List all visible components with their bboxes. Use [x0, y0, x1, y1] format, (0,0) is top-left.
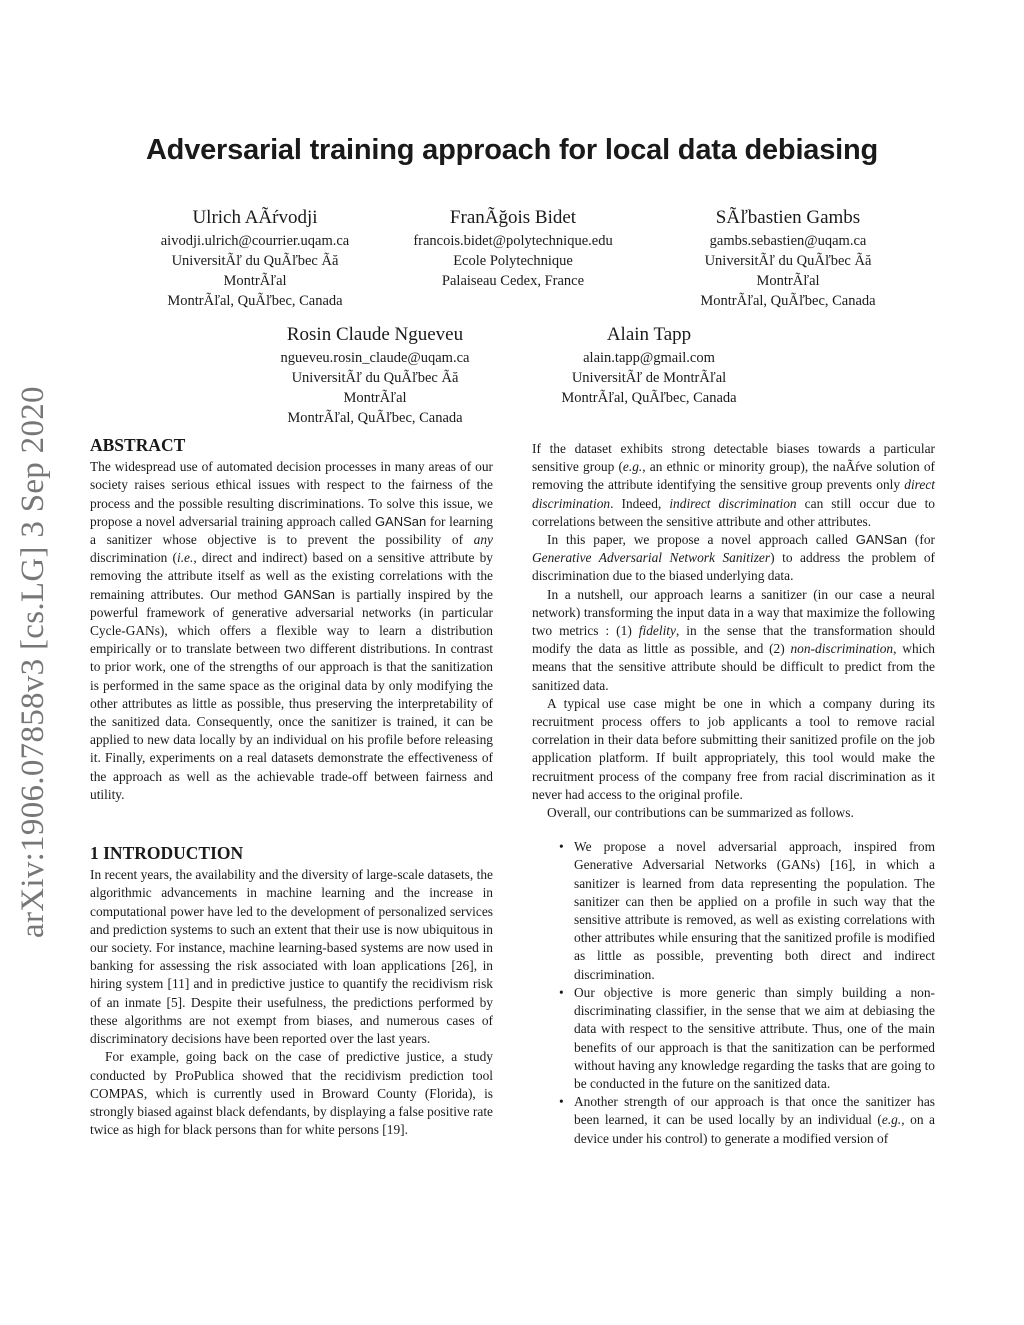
body-paragraph: If the dataset exhibits strong detectable biases towards a particular sensitive group (e.g., an ethnic or minority group), the naÃŕve solution of removing the attribute identifying the sensitive group prevents only direct discrimination. Indeed, indirect discrimination can still occur due to correlations between the sensitive attribute and other attributes.	[532, 441, 935, 529]
author-affiliation: MontrÃľal	[223, 273, 287, 289]
author-affiliation: MontrÃľal, QuÃľbec, Canada	[700, 293, 876, 309]
list-item: • Another strength of our approach is that once the sanitizer has been learned, it can be used locally by an individual (e.g., on a device under his control) to generate a modified version of	[532, 1093, 935, 1148]
author-email: gambs.sebastien@uqam.ca	[709, 233, 867, 249]
author-affiliation: MontrÃľal, QuÃľbec, Canada	[167, 293, 343, 309]
abstract-heading: ABSTRACT	[90, 435, 186, 455]
author-affiliation: UniversitÃľ du QuÃľbec Ãă	[291, 370, 459, 386]
abstract-text: The widespread use of automated decision processes in many areas of our society raises serious ethical issues with respect to the fairness of the process and the possible resulting discriminations. To solve this issue, we propose a novel adversarial training approach called GANSan for learning a sanitizer whose objective is to prevent the possibility of any discrimination (i.e., direct and indirect) based on a sensitive attribute by removing the attribute itself as well as the existing correlations with the remaining attributes. Our method GANSan is partially inspired by the powerful framework of generative adversarial networks (in particular Cycle-GANs), which offers a flexible way to learn a distribution empirically or to translate between two different distributions. In contrast to prior work, one of the strengths of our approach is that the sanitization is performed in the same space as the original data by only modifying the other attributes as little as possible, thus preserving the interpretability of the sanitized data. Consequently, once the sanitizer is trained, it can be applied to new data locally by an individual on his profile before releasing it. Finally, experiments on a real datasets demonstrate the effectiveness of the approach as well as the achievable trade-off between fairness and utility.	[90, 459, 493, 802]
author-block	[363, 205, 663, 291]
author-affiliation: UniversitÃľ de MontrÃľal	[571, 370, 727, 386]
list-item: • We propose a novel adversarial approach, inspired from Generative Adversarial Networks (GANs) [16], in which a sanitizer is learned from data representing the population. The sanitizer can then be applied on a profile in such way that the sensitive attribute is removed, as well as existing correlations with other attributes while ensuring that the sanitized profile is modified as little as possible, preventing both direct and indirect discrimination.	[532, 838, 935, 984]
contributions-list	[532, 838, 935, 1147]
author-affiliation: MontrÃľal	[756, 273, 820, 289]
author-email: aivodji.ulrich@courrier.uqam.ca	[160, 233, 350, 249]
author-name: Rosin Claude Ngueveu	[286, 324, 464, 345]
author-affiliation: Palaiseau Cedex, France	[441, 273, 585, 289]
author-block	[105, 205, 405, 311]
author-name: Alain Tapp	[606, 324, 692, 345]
author-name: Ulrich AÃŕvodji	[192, 207, 318, 228]
author-affiliation: UniversitÃľ du QuÃľbec Ãă	[704, 253, 872, 269]
author-affiliation: UniversitÃľ du QuÃľbec Ãă	[171, 253, 339, 269]
introduction-heading: 1 INTRODUCTION	[90, 843, 244, 864]
left-column	[90, 436, 493, 1139]
body-paragraph: In a nutshell, our approach learns a sanitizer (in our case a neural network) transforming the input data in a way that maximize the following two metrics : (1) fidelity, in the sense that the transformation should modify the data as little as possible, and (2) non-discrimination, which means that the sensitive attribute should be difficult to predict from the sanitized data.	[532, 586, 935, 693]
list-item: • Our objective is more generic than simply building a non-discriminating classifier, in the sense that we aim at debiasing the data with respect to the sensitive attribute. Thus, one of the main benefits of our approach is that the sanitization can be performed without having any knowledge regarding the tasks that are going to be conducted in the future on the sanitized data.	[532, 984, 935, 1093]
author-block	[638, 205, 938, 311]
right-column	[532, 440, 935, 1148]
author-affiliation: Ecole Polytechnique	[453, 253, 573, 269]
paper-title: Adversarial training approach for local data debiasing	[145, 134, 879, 166]
body-paragraph: In this paper, we propose a novel approach called GANSan (for Generative Adversarial Network Sanitizer) to address the problem of discrimination due to the biased underlying data.	[532, 532, 936, 584]
author-affiliation: MontrÃľal, QuÃľbec, Canada	[561, 390, 737, 406]
author-affiliation: MontrÃľal, QuÃľbec, Canada	[287, 410, 463, 426]
author-block	[499, 322, 799, 408]
intro-paragraph: For example, going back on the case of predictive justice, a study conducted by ProPublica showed that the recidivism prediction tool COMPAS, which is currently used in Broward County (Florida), is strongly biased against black defendants, by displaying a false positive rate twice as high for black persons than for white persons [19].	[90, 1049, 493, 1138]
author-name: FranÃğois Bidet	[449, 207, 577, 228]
author-email: francois.bidet@polytechnique.edu	[413, 233, 613, 249]
arxiv-identifier: arXiv:1906.07858v3 [cs.LG] 3 Sep 2020	[15, 386, 51, 938]
author-email: alain.tapp@gmail.com	[583, 350, 715, 366]
author-affiliation: MontrÃľal	[343, 390, 407, 406]
author-block	[225, 322, 525, 428]
body-paragraph: A typical use case might be one in which a company during its recruitment process offers to job applicants a tool to remove racial correlation in their data before submitting their sanitized profile on the job application platform. If built appropriately, this tool would make the recruitment process of the company free from racial discrimination as it never had access to the original profile.	[532, 695, 935, 802]
author-email: ngueveu.rosin_claude@uqam.ca	[280, 350, 470, 366]
body-paragraph: Overall, our contributions can be summarized as follows.	[547, 805, 854, 821]
intro-paragraph: In recent years, the availability and the diversity of large-scale datasets, the algorithmic advancements in machine learning and the increase in computational power have led to the development of personalized services and prediction systems to such an extent that their use is now ubiquitous in our society. For instance, machine learning-based systems are now used in banking for assessing the risk associated with loan applications [26], in hiring system [11] and in predictive justice to quantify the recidivism risk of an inmate [5]. Despite their usefulness, the predictions performed by these algorithms are not exempt from biases, and numerous cases of discriminatory decisions have been reported over the last years.	[90, 867, 493, 1047]
author-name: SÃľbastien Gambs	[715, 207, 861, 228]
